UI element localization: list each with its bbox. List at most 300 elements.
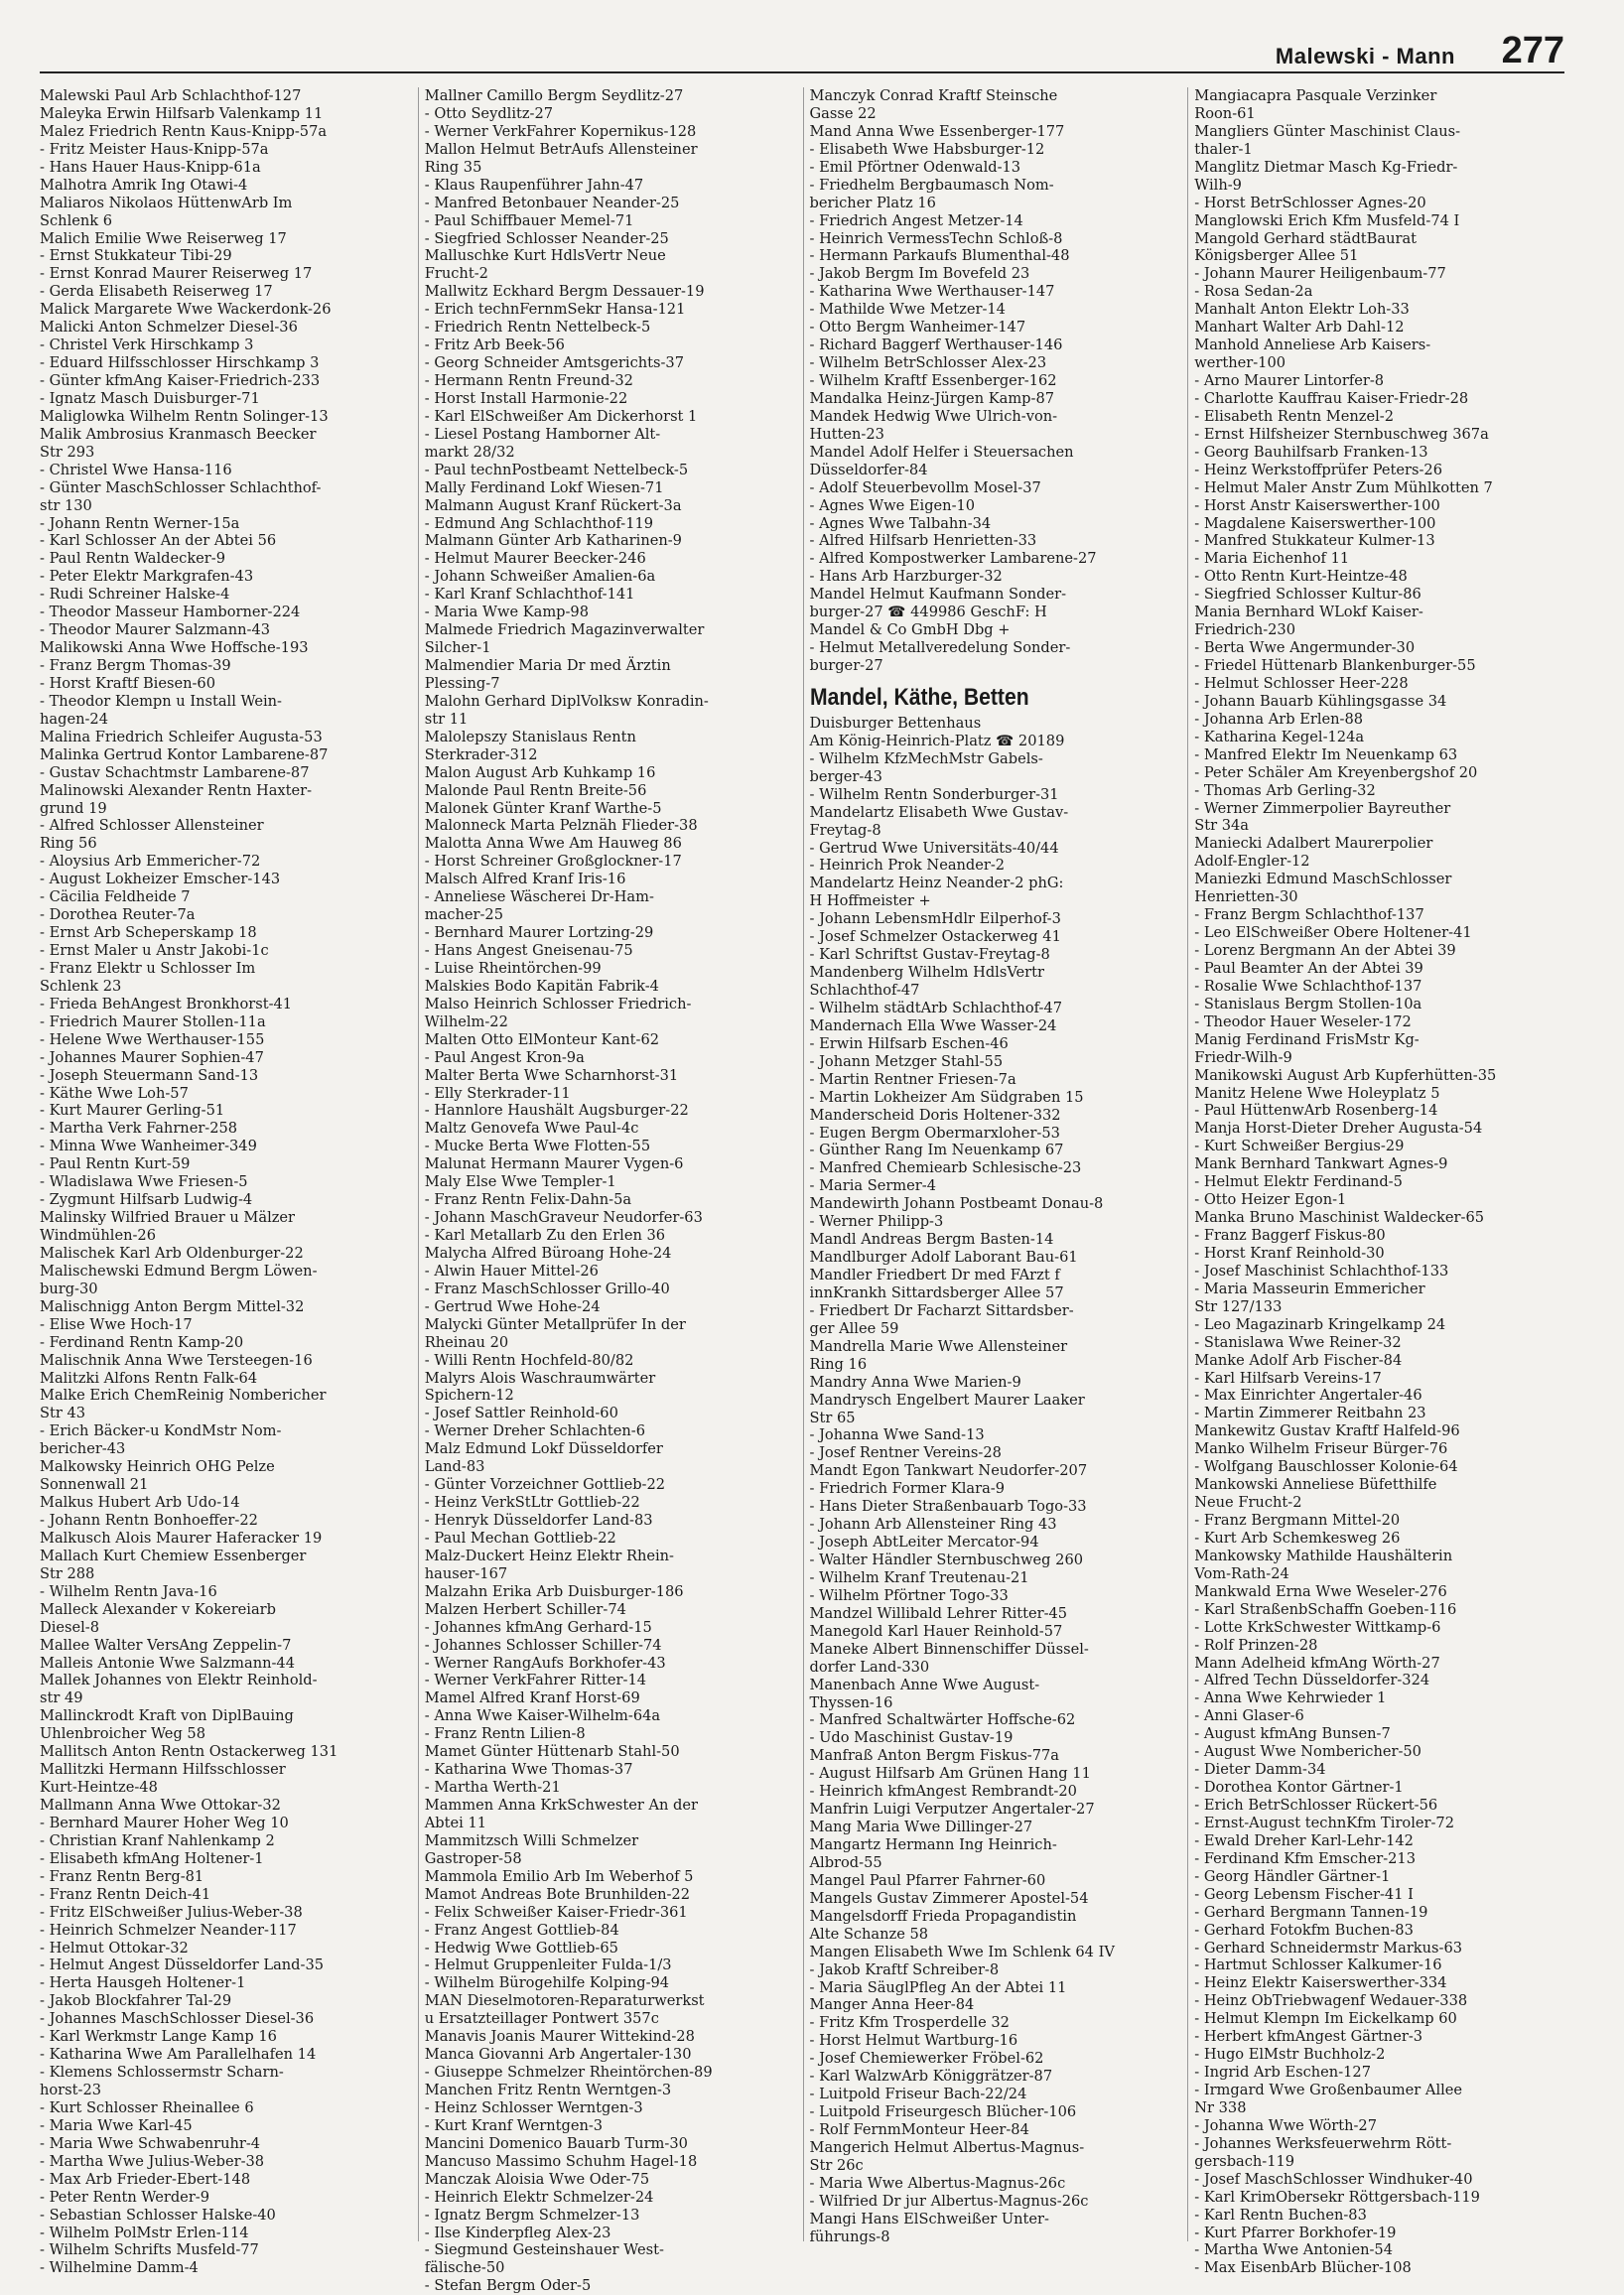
directory-entry: Malmann August Kranf Rückert-3a [424,496,682,514]
directory-entry: - Horst BetrSchlosser Agnes-20 [1194,194,1426,211]
directory-entry: - Otto Seydlitz-27 [424,104,554,122]
directory-entry: - Cäcilia Feldheide 7 [40,888,191,906]
directory-entry: - Friedrich Former Klara-9 [809,1480,1006,1498]
directory-entry: burger-27 ☎ 449986 GeschF: H [809,604,1047,621]
directory-entry: Kurt-Heintze-48 [40,1779,158,1797]
directory-entry: - Theodor Klempn u Install Wein- [40,692,282,710]
directory-entry: - Wilfried Dr jur Albertus-Magnus-26c [809,2192,1089,2210]
directory-entry: Wilhelm-22 [424,1012,508,1030]
directory-entry: Malischnigg Anton Bergm Mittel-32 [40,1297,305,1315]
directory-entry: - Jakob Bergm Im Bovefeld 23 [809,265,1030,283]
directory-entry: - Luise Rheintörchen-99 [424,959,602,977]
directory-entry: Mangen Elisabeth Wwe Im Schlenk 64 IV [809,1943,1115,1960]
directory-entry: - Johann Maurer Heiligenbaum-77 [1194,265,1446,283]
directory-entry: - Karl Rentn Buchen-83 [1194,2206,1367,2224]
directory-entry: - Joseph Steuermann Sand-13 [40,1066,259,1084]
directory-entry: - August Wwe Nombericher-50 [1194,1743,1421,1761]
directory-entry: - Paul technPostbeamt Nettelbeck-5 [424,461,689,478]
directory-entry: - Josef Chemiewerker Fröbel-62 [809,2050,1044,2068]
directory-entry: dorfer Land-330 [809,1658,930,1676]
directory-entry: Plessing-7 [424,674,500,692]
directory-entry: Mangliers Günter Maschinist Claus- [1194,122,1461,140]
directory-entry: Manfraß Anton Bergm Fiskus-77a [809,1747,1060,1765]
directory-entry: - Wilhelm Schrifts Musfeld-77 [40,2241,259,2259]
directory-entry: - Liesel Postang Hamborner Alt- [424,425,661,443]
directory-entry: - Zygmunt Hilfsarb Ludwig-4 [40,1191,253,1209]
directory-entry: führungs-8 [809,2228,890,2245]
directory-entry: Str 34a [1194,817,1249,835]
directory-entry: - Werner Zimmerpolier Bayreuther [1194,799,1451,817]
directory-entry: Mandek Hedwig Wwe Ulrich-von- [809,407,1058,425]
directory-entry: - Max Einrichter Angertaler-46 [1194,1387,1422,1405]
directory-entry: - Luitpold Friseurgesch Blücher-106 [809,2103,1077,2121]
directory-entry: - Ernst Maler u Anstr Jakobi-1c [40,942,269,959]
directory-entry: - Werner VerkFahrer Kopernikus-128 [424,122,697,140]
directory-entry: - Maria Wwe Schwabenruhr-4 [40,2134,261,2152]
directory-entry: - August Lokheizer Emscher-143 [40,871,281,888]
directory-entry: - Erich BetrSchlosser Rückert-56 [1194,1797,1438,1814]
directory-entry: Uhlenbroicher Weg 58 [40,1725,205,1743]
directory-entry: Malskies Bodo Kapitän Fabrik-4 [424,977,659,995]
directory-entry: - Ewald Dreher Karl-Lehr-142 [1194,1831,1414,1849]
directory-entry: - Anneliese Wäscherei Dr-Ham- [424,888,654,906]
directory-entry: - Friedrich Angest Metzer-14 [809,211,1023,229]
directory-entry: - Ingrid Arb Eschen-127 [1194,2064,1371,2082]
directory-entry: - Theodor Masseur Hamborner-224 [40,604,301,621]
directory-entry: - Friedel Hüttenarb Blankenburger-55 [1194,657,1476,674]
directory-entry: - Wilhelm Rentn Sonderburger-31 [809,785,1059,803]
directory-entry: Mand Anna Wwe Essenberger-177 [809,122,1065,140]
directory-entry: Manglowski Erich Kfm Musfeld-74 I [1194,211,1460,229]
directory-entry: Mandalka Heinz-Jürgen Kamp-87 [809,389,1055,407]
directory-entry: Malmendier Maria Dr med Ärztin [424,657,671,674]
directory-entry: - Siegfried Schlosser Neander-25 [424,229,669,247]
directory-entry: Gastroper-58 [424,1849,522,1867]
directory-entry: burg-30 [40,1280,98,1297]
directory-entry: - Paul Beamter An der Abtei 39 [1194,959,1423,977]
directory-entry: - Christel Verk Hirschkamp 3 [40,337,254,354]
directory-entry: - Karl ElSchweißer Am Dickerhorst 1 [424,407,698,425]
directory-entry: - Elisabeth kfmAng Holtener-1 [40,1849,264,1867]
directory-entry: - Peter Schäler Am Kreyenbergshof 20 [1194,763,1478,781]
directory-entry: str 11 [424,710,469,728]
directory-entry: Str 293 [40,443,95,461]
directory-entry: - Martin Lokheizer Am Südgraben 15 [809,1088,1084,1106]
directory-entry: - Aloysius Arb Emmericher-72 [40,853,261,871]
directory-entry: - Werner VerkFahrer Ritter-14 [424,1672,647,1689]
directory-entry: - Agnes Wwe Talbahn-34 [809,514,992,532]
directory-entry: - Karl Werkmstr Lange Kamp 16 [40,2028,277,2046]
directory-entry: - Franz Bergm Schlachthof-137 [1194,906,1424,924]
directory-entry: Manko Wilhelm Friseur Bürger-76 [1194,1440,1448,1458]
directory-entry: - Hartmut Schlosser Kalkumer-16 [1194,1957,1442,1974]
directory-entry: - Katharina Wwe Thomas-37 [424,1761,633,1779]
directory-entry: - Anni Glaser-6 [1194,1707,1304,1725]
directory-entry: Friedr-Wilh-9 [1194,1048,1292,1066]
directory-entry: - Horst Anstr Kaiserswerther-100 [1194,496,1440,514]
directory-entry: - Siegmund Gesteinshauer West- [424,2241,664,2259]
directory-entry: Manitz Helene Wwe Holeyplatz 5 [1194,1084,1440,1102]
listing-heading: Mandel, Käthe, Betten [809,683,1029,711]
directory-entry: Diesel-8 [40,1618,100,1636]
directory-entry: - Hans Hauer Haus-Knipp-61a [40,158,261,176]
directory-entry: - Gerhard Schneidermstr Markus-63 [1194,1939,1463,1957]
directory-entry: - Helene Wwe Werthauser-155 [40,1030,265,1048]
directory-entry: - Wolfgang Bauschlosser Kolonie-64 [1194,1458,1458,1476]
directory-entry: grund 19 [40,799,107,817]
directory-entry: - Karl StraßenbSchaffn Goeben-116 [1194,1600,1457,1618]
directory-entry: - Gertrud Wwe Hohe-24 [424,1297,601,1315]
directory-entry: - Helmut Klempn Im Eickelkamp 60 [1194,2010,1457,2028]
directory-entry: Adolf-Engler-12 [1194,853,1310,871]
directory-entry: - Willi Rentn Hochfeld-80/82 [424,1351,634,1369]
directory-entry: Vom-Rath-24 [1194,1564,1289,1582]
directory-entry: Mancuso Massimo Schuhm Hagel-18 [424,2152,698,2170]
directory-entry: macher-25 [424,906,503,924]
directory-entry: - Maria Masseurin Emmericher [1194,1280,1425,1297]
directory-entry: fälische-50 [424,2259,505,2277]
directory-entry: Malzen Herbert Schiller-74 [424,1600,626,1618]
directory-entry: bericher-43 [40,1440,126,1458]
directory-entry: - Josef Maschinist Schlachthof-133 [1194,1262,1449,1280]
directory-entry: Malolepszy Stanislaus Rentn [424,728,636,745]
directory-entry: - Katharina Wwe Am Parallelhafen 14 [40,2046,317,2064]
directory-entry: - Gustav Schachtmstr Lambarene-87 [40,763,310,781]
directory-entry: - Josef Rentner Vereins-28 [809,1444,1002,1462]
directory-entry: Str 288 [40,1564,95,1582]
directory-entry: - Lorenz Bergmann An der Abtei 39 [1194,942,1456,959]
directory-entry: Mallek Johannes von Elektr Reinhold- [40,1672,318,1689]
directory-entry: - Hans Dieter Straßenbauarb Togo-33 [809,1498,1087,1516]
directory-entry: Mammitzsch Willi Schmelzer [424,1831,639,1849]
directory-entry: - Günther Rang Im Neuenkamp 67 [809,1142,1064,1159]
directory-entry: Manegold Karl Hauer Reinhold-57 [809,1622,1063,1640]
column-4 [1187,87,1564,2277]
directory-entry: Malohn Gerhard DiplVolksw Konradin- [424,692,709,710]
directory-entry: Ring 35 [424,158,482,176]
directory-entry: Manenbach Anne Wwe August- [809,1676,1040,1693]
directory-entry: Mamot Andreas Bote Brunhilden-22 [424,1885,691,1903]
directory-entry: - Hermann Parkaufs Blumenthal-48 [809,247,1070,265]
directory-entry: Malischnik Anna Wwe Tersteegen-16 [40,1351,313,1369]
directory-entry: - Rolf FernmMonteur Heer-84 [809,2121,1029,2138]
directory-entry: - Wilhelm städtArb Schlachthof-47 [809,999,1063,1016]
directory-entry: Str 26c [809,2156,864,2174]
directory-entry: - Friedrich Rentn Nettelbeck-5 [424,319,651,337]
directory-entry: - Franz MaschSchlosser Grillo-40 [424,1280,670,1297]
directory-entry: Maliglowka Wilhelm Rentn Solinger-13 [40,407,329,425]
directory-entry: Mallwitz Eckhard Bergm Dessauer-19 [424,283,705,301]
directory-entry: - Katharina Kegel-124a [1194,728,1365,745]
directory-entry: thaler-1 [1194,140,1253,158]
directory-entry: - Paul HüttenwArb Rosenberg-14 [1194,1102,1438,1120]
directory-entry: - Johanna Wwe Sand-13 [809,1426,985,1444]
directory-entry: Str 43 [40,1405,86,1422]
directory-entry: - Dieter Damm-34 [1194,1761,1326,1779]
directory-entry: Mankewitz Gustav Kraftf Halfeld-96 [1194,1422,1460,1440]
directory-entry: - Helmut Ottokar-32 [40,1939,189,1957]
directory-entry: Mandelartz Elisabeth Wwe Gustav- [809,803,1069,821]
directory-entry: Mallach Kurt Chemiew Essenberger [40,1547,307,1564]
directory-entry: - Charlotte Kauffrau Kaiser-Friedr-28 [1194,389,1469,407]
directory-entry: - Frieda BehAngest Bronkhorst-41 [40,995,293,1012]
directory-entry: - Ernst Stukkateur Tibi-29 [40,247,232,265]
directory-entry: Malten Otto ElMonteur Kant-62 [424,1030,660,1048]
directory-entry: - Heinrich VermessTechn Schloß-8 [809,229,1063,247]
directory-entry: u Ersatzteillager Pontwert 357c [424,2010,659,2028]
directory-entry: - Heinz Schlosser Werntgen-3 [424,2098,643,2116]
directory-entry: - Rosa Sedan-2a [1194,283,1313,301]
directory-entry: Freytag-8 [809,821,881,839]
directory-entry: Malter Berta Wwe Scharnhorst-31 [424,1066,679,1084]
directory-entry: - Johannes Schlosser Schiller-74 [424,1636,662,1654]
directory-entry: - Manfred Elektr Im Neuenkamp 63 [1194,745,1458,763]
directory-entry: Maneke Albert Binnenschiffer Düssel- [809,1640,1089,1658]
directory-entry: Düsseldorfer-84 [809,461,928,478]
directory-entry: - Berta Wwe Angermunder-30 [1194,639,1416,657]
directory-entry: - Martha Werth-21 [424,1779,561,1797]
directory-entry: - Paul Rentn Kurt-59 [40,1155,191,1173]
directory-entry: - Franz Bergm Thomas-39 [40,657,231,674]
directory-columns [40,87,1564,2295]
directory-entry: - Karl KrimObersekr Röttgersbach-119 [1194,2188,1480,2206]
directory-entry: Malyrs Alois Waschraumwärter [424,1369,656,1387]
directory-entry: - Wilhelm KfzMechMstr Gabels- [809,749,1043,767]
directory-entry: MAN Dieselmotoren-Reparaturwerkst [424,1992,705,2010]
directory-entry: Mandernach Ella Wwe Wasser-24 [809,1016,1057,1034]
directory-entry: - Hans Angest Gneisenau-75 [424,942,633,959]
directory-entry: Mancini Domenico Bauarb Turm-30 [424,2134,688,2152]
directory-entry: Manderscheid Doris Holtener-332 [809,1106,1061,1124]
directory-entry: - Maria SäuglPfleg An der Abtei 11 [809,1978,1067,1996]
directory-entry: Malikowski Anna Wwe Hoffsche-193 [40,639,309,657]
directory-entry: - Georg Lebensm Fischer-41 I [1194,1885,1414,1903]
directory-entry: Malkowsky Heinrich OHG Pelze [40,1458,275,1476]
directory-entry: - Martha Verk Fahrner-258 [40,1120,238,1138]
directory-entry: Malotta Anna Wwe Am Hauweg 86 [424,835,682,853]
directory-entry: - Friedbert Dr Facharzt Sittardsber- [809,1301,1074,1319]
directory-entry: - August kfmAng Bunsen-7 [1194,1725,1391,1743]
directory-entry: Thyssen-16 [809,1693,893,1711]
directory-entry: - Hedwig Wwe Gottlieb-65 [424,1939,618,1957]
directory-entry: - Franz Rentn Berg-81 [40,1867,204,1885]
directory-entry: Mania Bernhard WLokf Kaiser- [1194,604,1423,621]
page-header [40,26,1564,73]
directory-entry: Nr 338 [1194,2098,1247,2116]
directory-entry: markt 28/32 [424,443,515,461]
directory-entry: Malmede Friedrich Magazinverwalter [424,621,705,639]
directory-entry: - Klaus Raupenführer Jahn-47 [424,176,644,194]
directory-entry: - Ignatz Masch Duisburger-71 [40,389,260,407]
directory-entry: - Georg Bauhilfsarb Franken-13 [1194,443,1428,461]
directory-entry: Frucht-2 [424,265,488,283]
directory-entry: str 49 [40,1689,83,1707]
directory-entry: - Karl Metallarb Zu den Erlen 36 [424,1227,666,1244]
directory-entry: - Martha Wwe Antonien-54 [1194,2241,1394,2259]
directory-entry: - Günter kfmAng Kaiser-Friedrich-233 [40,372,321,389]
directory-entry: Neue Frucht-2 [1194,1494,1302,1512]
directory-entry: - Peter Rentn Werder-9 [40,2188,210,2206]
directory-entry: Manczak Aloisia Wwe Oder-75 [424,2170,650,2188]
directory-entry: Duisburger Bettenhaus [809,714,982,732]
directory-entry: - Dorothea Reuter-7a [40,906,196,924]
directory-entry: Malinka Gertrud Kontor Lambarene-87 [40,745,329,763]
directory-entry: - Kurt Maurer Gerling-51 [40,1102,225,1120]
directory-entry: - Thomas Arb Gerling-32 [1194,781,1376,799]
directory-entry: Str 65 [809,1409,856,1426]
directory-entry: - Wladislawa Wwe Friesen-5 [40,1173,248,1191]
directory-entry: - Heinz ObTriebwagenf Wedauer-338 [1194,1992,1468,2010]
directory-entry: - Heinrich Schmelzer Neander-117 [40,1921,297,1939]
directory-entry: - Horst Helmut Wartburg-16 [809,2032,1018,2050]
directory-entry: Maliaros Nikolaos HüttenwArb Im [40,194,293,211]
directory-entry: - Horst Kraftf Biesen-60 [40,674,215,692]
directory-entry: - Heinrich Prok Neander-2 [809,857,1006,875]
directory-entry: Mangold Gerhard städtBaurat [1194,229,1418,247]
directory-entry: - Franz Angest Gottlieb-84 [424,1921,619,1939]
directory-entry: Malluschke Kurt HdlsVertr Neue [424,247,666,265]
directory-entry: Malonde Paul Rentn Breite-56 [424,781,647,799]
directory-entry: Mankowsky Mathilde Haushälterin [1194,1547,1453,1564]
directory-entry: Ring 56 [40,835,97,853]
directory-entry: burger-27 [809,657,883,674]
directory-entry: Mallon Helmut BetrAufs Allensteiner [424,140,698,158]
column-2 [418,87,795,2295]
directory-entry: - Wilhelm Kranf Treutenau-21 [809,1568,1029,1586]
directory-entry: Malz Edmund Lokf Düsseldorfer [424,1440,663,1458]
directory-entry: Malke Erich ChemReinig Nombericher [40,1387,327,1405]
directory-entry: Mandrysch Engelbert Maurer Laaker [809,1391,1085,1409]
directory-entry: Mallmann Anna Wwe Ottokar-32 [40,1797,281,1814]
directory-entry: Schlachthof-47 [809,982,920,999]
directory-entry: - Eugen Bergm Obermarxloher-53 [809,1124,1060,1142]
directory-entry: - Johannes Maurer Sophien-47 [40,1048,264,1066]
directory-entry: - Paul Rentn Waldecker-9 [40,550,225,568]
directory-entry: - Elisabeth Wwe Habsburger-12 [809,140,1045,158]
directory-entry: werther-100 [1194,354,1286,372]
directory-entry: Mandelartz Heinz Neander-2 phG: [809,875,1064,892]
directory-entry: - Heinrich kfmAngest Rembrandt-20 [809,1783,1077,1801]
directory-entry: - Martha Wwe Julius-Weber-38 [40,2152,265,2170]
directory-entry: - Franz Rentn Lilien-8 [424,1725,586,1743]
directory-entry: Malez Friedrich Rentn Kaus-Knipp-57a [40,122,328,140]
directory-entry: Malinowski Alexander Rentn Haxter- [40,781,313,799]
directory-entry: Schlenk 6 [40,211,113,229]
directory-entry: - Karl Schriftst Gustav-Freytag-8 [809,946,1050,964]
directory-entry: - Magdalene Kaiserswerther-100 [1194,514,1436,532]
directory-entry: - Werner Dreher Schlachten-6 [424,1422,645,1440]
directory-entry: Malmann Günter Arb Katharinen-9 [424,532,682,550]
directory-entry: Malicki Anton Schmelzer Diesel-36 [40,319,298,337]
directory-entry: - Max EisenbArb Blücher-108 [1194,2259,1412,2277]
directory-entry: - Udo Maschinist Gustav-19 [809,1729,1014,1747]
directory-entry: - Manfred Chemiearb Schlesische-23 [809,1159,1082,1177]
directory-entry: - Johann Rentn Bonhoeffer-22 [40,1512,258,1529]
directory-entry: - Günter MaschSchlosser Schlachthof- [40,478,322,496]
directory-entry: - Kurt Schlosser Rheinallee 6 [40,2098,254,2116]
directory-entry: Mamet Günter Hüttenarb Stahl-50 [424,1743,680,1761]
directory-entry: - Rosalie Wwe Schlachthof-137 [1194,977,1422,995]
directory-entry: - Arno Maurer Lintorfer-8 [1194,372,1385,389]
directory-entry: - Walter Händler Sternbuschweg 260 [809,1552,1084,1568]
directory-entry: - Bernhard Maurer Hoher Weg 10 [40,1814,289,1831]
directory-entry: - Josef MaschSchlosser Windhuker-40 [1194,2170,1473,2188]
directory-entry: Malunat Hermann Maurer Vygen-6 [424,1155,684,1173]
directory-entry: - Ferdinand Kfm Emscher-213 [1194,1849,1416,1867]
directory-entry: - Johann Bauarb Kühlingsgasse 34 [1194,692,1447,710]
directory-entry: Am König-Heinrich-Platz ☎ 20189 [809,732,1065,749]
directory-entry: Manchen Fritz Rentn Werntgen-3 [424,2082,672,2098]
directory-entry: Malitzki Alfons Rentn Falk-64 [40,1369,258,1387]
directory-entry: Malleis Antonie Wwe Salzmann-44 [40,1654,296,1672]
directory-entry: - Eduard Hilfsschlosser Hirschkamp 3 [40,354,320,372]
directory-entry: - Karl Kranf Schlachthof-141 [424,586,635,604]
directory-entry: - Maria Eichenhof 11 [1194,550,1350,568]
directory-entry: - Johann Schweißer Amalien-6a [424,568,656,586]
directory-entry: - Helmut Maler Anstr Zum Mühlkotten 7 [1194,478,1493,496]
directory-entry: Str 127/133 [1194,1297,1283,1315]
directory-entry: - Theodor Hauer Weseler-172 [1194,1012,1412,1030]
directory-entry: - Anna Wwe Kehrwieder 1 [1194,1689,1387,1707]
directory-entry: - Hannlore Haushält Augsburger-22 [424,1102,689,1120]
directory-entry: Mangels Gustav Zimmerer Apostel-54 [809,1889,1089,1907]
directory-entry: - Johann Arb Allensteiner Ring 43 [809,1516,1057,1534]
directory-entry: Manhart Walter Arb Dahl-12 [1194,319,1405,337]
directory-entry: - Johannes kfmAng Gerhard-15 [424,1618,652,1636]
directory-entry: - Ernst Konrad Maurer Reiserweg 17 [40,265,313,283]
directory-entry: Mandel Helmut Kaufmann Sonder- [809,586,1067,604]
directory-entry: - Paul Angest Kron-9a [424,1048,585,1066]
directory-entry: Malycki Günter Metallprüfer In der [424,1315,686,1333]
directory-entry: - Felix Schweißer Kaiser-Friedr-361 [424,1903,688,1921]
directory-entry: - Minna Wwe Wanheimer-349 [40,1138,257,1155]
directory-entry: Mank Bernhard Tankwart Agnes-9 [1194,1155,1448,1173]
directory-entry: Mandl Andreas Bergm Basten-14 [809,1231,1054,1249]
directory-entry: - Edmund Ang Schlachthof-119 [424,514,654,532]
directory-entry: Manig Ferdinand FrisMstr Kg- [1194,1030,1420,1048]
directory-entry: Mann Adelheid kfmAng Wörth-27 [1194,1654,1440,1672]
directory-entry: Malik Ambrosius Kranmasch Beecker [40,425,317,443]
directory-entry: - Peter Elektr Markgrafen-43 [40,568,254,586]
directory-entry: - Martin Zimmerer Reitbahn 23 [1194,1405,1426,1422]
directory-entry: - Friedrich Maurer Stollen-11a [40,1012,266,1030]
directory-entry: - Agnes Wwe Eigen-10 [809,496,976,514]
directory-entry: Mandt Egon Tankwart Neudorfer-207 [809,1462,1088,1480]
column-1 [40,87,410,2277]
directory-entry: Mally Ferdinand Lokf Wiesen-71 [424,478,664,496]
directory-entry: - Paul Mechan Gottlieb-22 [424,1529,616,1547]
directory-entry: - Helmut Gruppenleiter Fulda-1/3 [424,1957,672,1974]
directory-entry: Hutten-23 [809,425,884,443]
directory-entry: Mammola Emilio Arb Im Weberhof 5 [424,1867,694,1885]
directory-entry: Manavis Joanis Maurer Wittekind-28 [424,2028,695,2046]
directory-entry: - Theodor Maurer Salzmann-43 [40,621,271,639]
directory-entry: Malkus Hubert Arb Udo-14 [40,1494,240,1512]
directory-entry: - Fritz Kfm Trosperdelle 32 [809,2014,1010,2032]
directory-entry: Mandel Adolf Helfer i Steuersachen [809,443,1074,461]
directory-entry: Manfrin Luigi Verputzer Angertaler-27 [809,1801,1095,1819]
directory-entry: - Dorothea Kontor Gärtner-1 [1194,1779,1404,1797]
directory-entry: - Ferdinand Rentn Kamp-20 [40,1333,244,1351]
directory-entry: Maniezki Edmund MaschSchlosser [1194,871,1452,888]
directory-entry: - Paul Schiffbauer Memel-71 [424,211,634,229]
directory-entry: Mandrella Marie Wwe Allensteiner [809,1337,1068,1355]
directory-entry: Malycha Alfred Büroang Hohe-24 [424,1244,672,1262]
directory-entry: berger-43 [809,767,882,785]
directory-entry: Schlenk 23 [40,977,122,995]
column-3 [803,87,1180,2245]
directory-entry: - Maria Wwe Albertus-Magnus-26c [809,2174,1066,2192]
